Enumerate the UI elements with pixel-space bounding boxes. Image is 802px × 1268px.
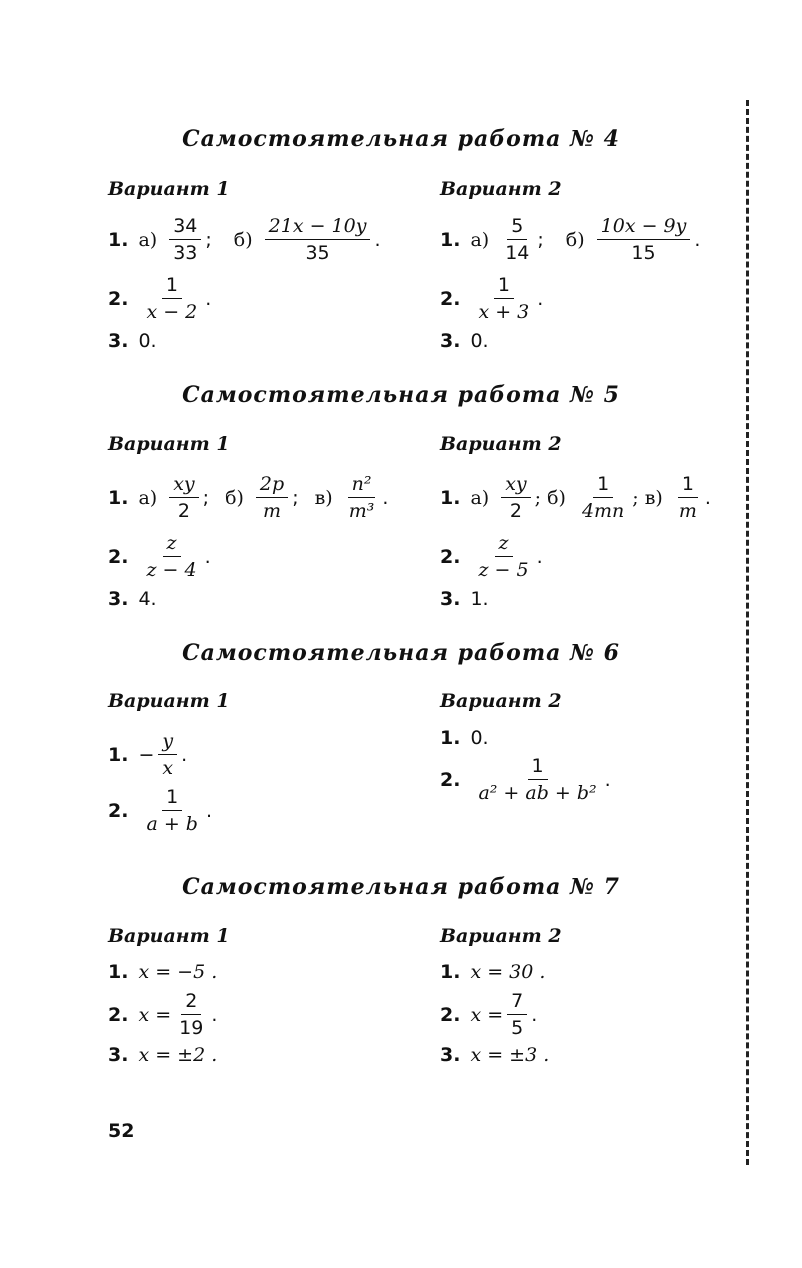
- fraction: [501, 473, 530, 522]
- item-number: 2.: [440, 1003, 461, 1026]
- item-number: 2.: [440, 545, 461, 568]
- fraction: [169, 473, 198, 522]
- answer-line: [108, 730, 187, 779]
- item-number: 1.: [440, 727, 461, 749]
- answer-line: [440, 274, 543, 323]
- answer-text: 0.: [470, 727, 489, 749]
- answer-text: x = ±3 .: [470, 1044, 550, 1066]
- denominator: z − 4: [146, 559, 197, 581]
- numerator: 7: [507, 990, 527, 1015]
- numerator: 1: [162, 786, 182, 811]
- item-number: 3.: [108, 1044, 129, 1066]
- answer-line: [440, 727, 489, 749]
- answer-line: [440, 532, 543, 581]
- equation-lhs: x =: [470, 1003, 504, 1026]
- numerator: 1: [528, 755, 548, 780]
- line-end: .: [604, 768, 611, 791]
- section-title-6: Самостоятельная работа № 6: [182, 640, 620, 666]
- denominator: m: [678, 500, 697, 522]
- item-label: а): [470, 486, 490, 509]
- item-number: 1.: [108, 228, 129, 251]
- fraction: [501, 215, 533, 264]
- denominator: x + 3: [478, 301, 530, 323]
- answer-line: [440, 961, 545, 983]
- fraction: [578, 473, 628, 522]
- answer-text: 1.: [470, 588, 489, 610]
- answer-line: [440, 588, 489, 610]
- fraction: [474, 755, 600, 804]
- answer-line: [440, 473, 711, 522]
- variant-2-heading: Вариант 2: [440, 433, 562, 455]
- line-end: .: [704, 486, 711, 509]
- item-label: а): [138, 228, 158, 251]
- denominator: a² + ab + b²: [478, 782, 597, 804]
- answer-text: x = −5 .: [138, 961, 218, 983]
- variant-2-heading: Вариант 2: [440, 925, 562, 947]
- fraction: [345, 473, 379, 522]
- fraction: [256, 473, 288, 522]
- fraction: [675, 473, 701, 522]
- answer-line: [108, 961, 217, 983]
- denominator: 15: [631, 242, 656, 264]
- answer-line: [108, 473, 388, 522]
- variant-1-heading: Вариант 1: [108, 178, 230, 200]
- cut-line: [746, 100, 749, 1165]
- separator: ;: [205, 228, 212, 251]
- denominator: 19: [179, 1017, 204, 1039]
- numerator: y: [158, 730, 177, 755]
- variant-1-heading: Вариант 1: [108, 433, 230, 455]
- item-number: 3.: [108, 588, 129, 610]
- item-number: 2.: [108, 287, 129, 310]
- section-title-7: Самостоятельная работа № 7: [182, 874, 620, 900]
- answer-text: 0.: [470, 330, 489, 352]
- fraction: [597, 215, 691, 264]
- answer-text: 0.: [138, 330, 157, 352]
- item-number: 3.: [440, 1044, 461, 1066]
- answer-line: [108, 330, 157, 352]
- denominator: 14: [505, 242, 530, 264]
- separator-label: ; в): [632, 486, 663, 509]
- item-number: 2.: [108, 1003, 129, 1026]
- answer-text: x = 30 .: [470, 961, 546, 983]
- numerator: n²: [348, 473, 376, 498]
- section-title-5: Самостоятельная работа № 5: [182, 382, 620, 408]
- answer-text: x = ±2 .: [138, 1044, 218, 1066]
- item-number: 2.: [108, 799, 129, 822]
- fraction: [169, 215, 201, 264]
- answer-line: [440, 990, 537, 1039]
- line-end: .: [694, 228, 701, 251]
- fraction: [158, 730, 177, 779]
- numerator: z: [495, 532, 513, 557]
- item-number: 1.: [440, 486, 461, 509]
- separator: ;: [292, 486, 299, 509]
- numerator: xy: [501, 473, 530, 498]
- numerator: 1: [494, 274, 514, 299]
- answer-line: [108, 532, 211, 581]
- answer-line: [440, 1044, 549, 1066]
- denominator: x − 2: [146, 301, 198, 323]
- variant-2-heading: Вариант 2: [440, 690, 562, 712]
- variant-1-heading: Вариант 1: [108, 690, 230, 712]
- denominator: a + b: [146, 813, 198, 835]
- item-label: б): [233, 228, 253, 251]
- fraction: [142, 274, 201, 323]
- line-end: .: [204, 545, 211, 568]
- variant-2-heading: Вариант 2: [440, 178, 562, 200]
- numerator: z: [163, 532, 181, 557]
- line-end: .: [382, 486, 389, 509]
- item-number: 2.: [440, 287, 461, 310]
- numerator: 5: [507, 215, 527, 240]
- fraction: [265, 215, 371, 264]
- numerator: 34: [169, 215, 201, 240]
- line-end: .: [374, 228, 381, 251]
- item-number: 3.: [440, 588, 461, 610]
- denominator: 35: [305, 242, 330, 264]
- denominator: 2: [177, 500, 190, 522]
- fraction: [507, 990, 527, 1039]
- answer-line: [108, 274, 211, 323]
- answer-line: [108, 1044, 217, 1066]
- item-number: 3.: [440, 330, 461, 352]
- answer-line: [108, 588, 157, 610]
- line-end: .: [205, 287, 212, 310]
- numerator: 2: [181, 990, 201, 1015]
- denominator: 4mn: [581, 500, 625, 522]
- separator: ;: [537, 228, 544, 251]
- denominator: 5: [511, 1017, 524, 1039]
- section-title-4: Самостоятельная работа № 4: [182, 126, 620, 152]
- line-end: .: [531, 1003, 538, 1026]
- answer-line: [108, 990, 217, 1039]
- numerator: 1: [678, 473, 698, 498]
- item-number: 2.: [440, 768, 461, 791]
- variant-1-heading: Вариант 1: [108, 925, 230, 947]
- numerator: 1: [593, 473, 613, 498]
- item-number: 3.: [108, 330, 129, 352]
- fraction: [474, 532, 532, 581]
- item-label: а): [138, 486, 158, 509]
- answer-line: [440, 215, 700, 264]
- item-label: а): [470, 228, 490, 251]
- item-number: 1.: [440, 228, 461, 251]
- denominator: m³: [348, 500, 375, 522]
- separator: ;: [202, 486, 210, 509]
- item-label: б): [225, 486, 244, 509]
- numerator: xy: [169, 473, 198, 498]
- answer-line: [440, 330, 489, 352]
- minus-sign: −: [138, 743, 155, 766]
- item-label: б): [565, 228, 585, 251]
- separator-label: ; б): [534, 486, 566, 509]
- item-number: 1.: [440, 961, 461, 983]
- denominator: m: [263, 500, 282, 522]
- fraction: [474, 274, 533, 323]
- item-label: в): [314, 486, 333, 509]
- denominator: z − 5: [478, 559, 529, 581]
- denominator: 33: [173, 242, 198, 264]
- item-number: 1.: [108, 486, 129, 509]
- line-end: .: [536, 545, 543, 568]
- line-end: .: [211, 1003, 218, 1026]
- answer-line: [108, 786, 212, 835]
- equation-lhs: x =: [138, 1003, 172, 1026]
- line-end: .: [181, 743, 188, 766]
- fraction: [142, 786, 202, 835]
- fraction: [142, 532, 200, 581]
- denominator: 2: [509, 500, 522, 522]
- numerator: 1: [162, 274, 182, 299]
- numerator: 2p: [256, 473, 288, 498]
- item-number: 2.: [108, 545, 129, 568]
- item-number: 1.: [108, 743, 129, 766]
- item-number: 1.: [108, 961, 129, 983]
- page-number: 52: [108, 1120, 135, 1142]
- line-end: .: [205, 799, 212, 822]
- numerator: 10x − 9y: [597, 215, 691, 240]
- denominator: x: [162, 757, 174, 779]
- answer-line: [108, 215, 381, 264]
- line-end: .: [537, 287, 544, 310]
- numerator: 21x − 10y: [265, 215, 371, 240]
- answer-line: [440, 755, 611, 804]
- fraction: [175, 990, 207, 1039]
- answer-text: 4.: [138, 588, 157, 610]
